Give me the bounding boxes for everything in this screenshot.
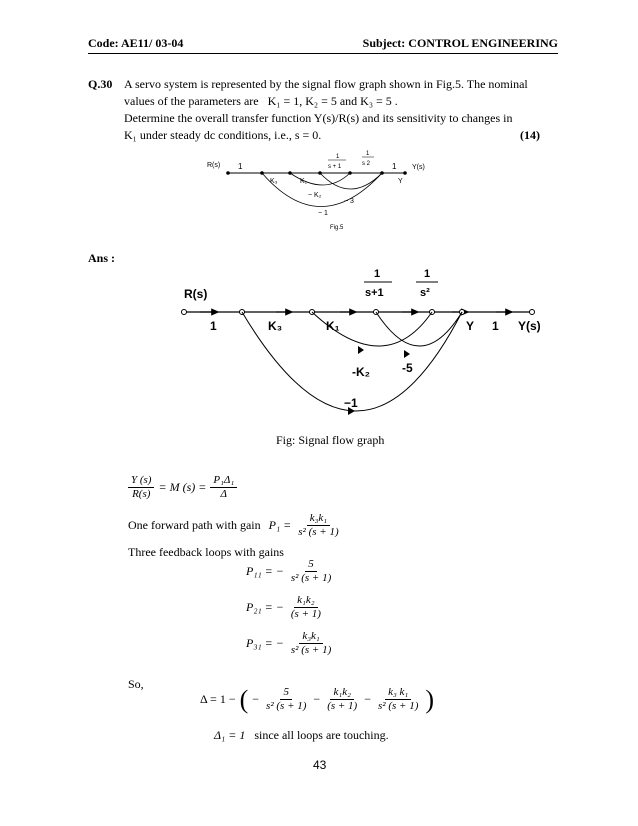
loops-text: Three feedback loops with gains [128, 545, 284, 559]
page-number: 43 [313, 758, 327, 772]
sfg-t2-num: 1 [424, 268, 431, 280]
eq-p21: P₂₁ = − $\frac{\text{k₁k₂}}{(s + 1)}$ [246, 594, 321, 620]
sfg-k1: K₁ [326, 319, 340, 333]
question-line4: K₁ under steady dc conditions, i.e., s = 0. [124, 128, 322, 142]
fig5-one-b: 1 [392, 162, 397, 171]
sfg-one-b: 1 [492, 319, 499, 333]
question-line2-pre: values of the parameters are [124, 94, 259, 108]
eq-forward-path [128, 512, 342, 539]
fig5-ys: Y(s) [412, 164, 425, 171]
sfg-one-a: 1 [210, 319, 217, 333]
sfg-arrow-5 [404, 350, 410, 358]
sfg-m5: -5 [402, 361, 413, 375]
paren-open: ( [239, 684, 249, 714]
so-text: So, [128, 677, 144, 691]
fig5-m1: − 1 [318, 210, 328, 217]
tf-lhs: $\frac{Y (s)}{R(s)}$ [128, 474, 154, 501]
fig5-loop-3 [320, 173, 382, 189]
sfg-arrow-k2 [358, 346, 364, 354]
header-subject: Subject: CONTROL ENGINEERING [362, 36, 558, 50]
fig5-graph [200, 145, 440, 245]
fig5-s1-num: 1 [336, 154, 340, 160]
sfg-rs: R(s) [184, 287, 208, 301]
sfg-ys: Y(s) [518, 319, 541, 333]
fig5-m3: − 3 [344, 198, 354, 205]
sfg-mk2: -K₂ [352, 365, 370, 379]
header-rule [88, 53, 558, 54]
fig5-s1-den: s + 1 [328, 164, 342, 170]
signal-flow-graph [140, 260, 560, 430]
sfg-m1: −1 [344, 396, 358, 410]
fig5-loop-k2 [290, 173, 350, 185]
eq-p11: P₁₁ = − $\frac{5}{\text{s² (s + 1)}}$ [246, 558, 332, 584]
fig5-mk2: − K₂ [308, 192, 322, 199]
sfg-t1-den: s+1 [365, 287, 384, 299]
fig5-loop-1 [262, 173, 382, 207]
fig5-k1: K₁ [300, 178, 308, 185]
question-line3: Determine the overall transfer function Y(s)/R(s) and its sensitivity to changes in [124, 111, 513, 125]
header-code: Code: AE11/ 03-04 [88, 36, 184, 50]
eq-p31: P₃₁ = − $\frac{\text{k₃k₁}}{\text{s² (s + 1)}}$ [246, 630, 332, 656]
p1-frac: $\frac{\text{k₃k₁}}{\text{s² (s + 1)}}$ [298, 512, 339, 538]
fig5-s2-num: 1 [366, 151, 370, 157]
fwd-text: One forward path with gain [128, 518, 261, 532]
eq-delta: Δ = 1 − ( − $\frac{5}{\text{s² (s + 1)}}$ − $\frac{\text{k₁k₂}}{(s + 1)}$ − $\frac{\text{k₃ k₁}}{\text{s² (s + 1)}}$ ) [200, 684, 435, 714]
sfg-caption: Fig: Signal flow graph [276, 433, 385, 447]
eq-transfer-function [128, 474, 237, 501]
question-line1: A servo system is represented by the signal flow graph shown in Fig.5. The nominal [124, 77, 528, 91]
sfg-k3: K₃ [268, 319, 283, 333]
tf-mid: = M (s) = [158, 480, 207, 494]
fig5-r: R(s) [207, 162, 221, 169]
question-marks: (14) [520, 128, 540, 142]
tf-rhs: $\frac{\text{P₁Δ₁}}{\Delta}$ [210, 474, 237, 501]
question-params: K₁ = 1, K₂ = 5 and K₃ = 5 . [267, 94, 398, 108]
sfg-t1-num: 1 [374, 268, 381, 280]
sfg-t2-den: s² [420, 287, 430, 299]
sfg-y: Y [466, 319, 475, 333]
answer-label: Ans : [88, 251, 116, 265]
fig5-one-a: 1 [238, 162, 243, 171]
p1-label: P₁ = [268, 518, 292, 532]
paren-close: ) [425, 684, 435, 714]
fig5-caption: Fig.5 [330, 225, 344, 231]
sfg-loop-5 [376, 312, 462, 346]
fig5-k3: K₃ [270, 178, 278, 185]
fig5-y: Y [398, 178, 403, 185]
question-number: Q.30 [88, 77, 113, 91]
eq-delta1: Δ₁ = 1 since all loops are touching. [214, 728, 389, 742]
fig5-s2-den: s 2 [362, 161, 371, 167]
question-line2 [124, 93, 398, 110]
